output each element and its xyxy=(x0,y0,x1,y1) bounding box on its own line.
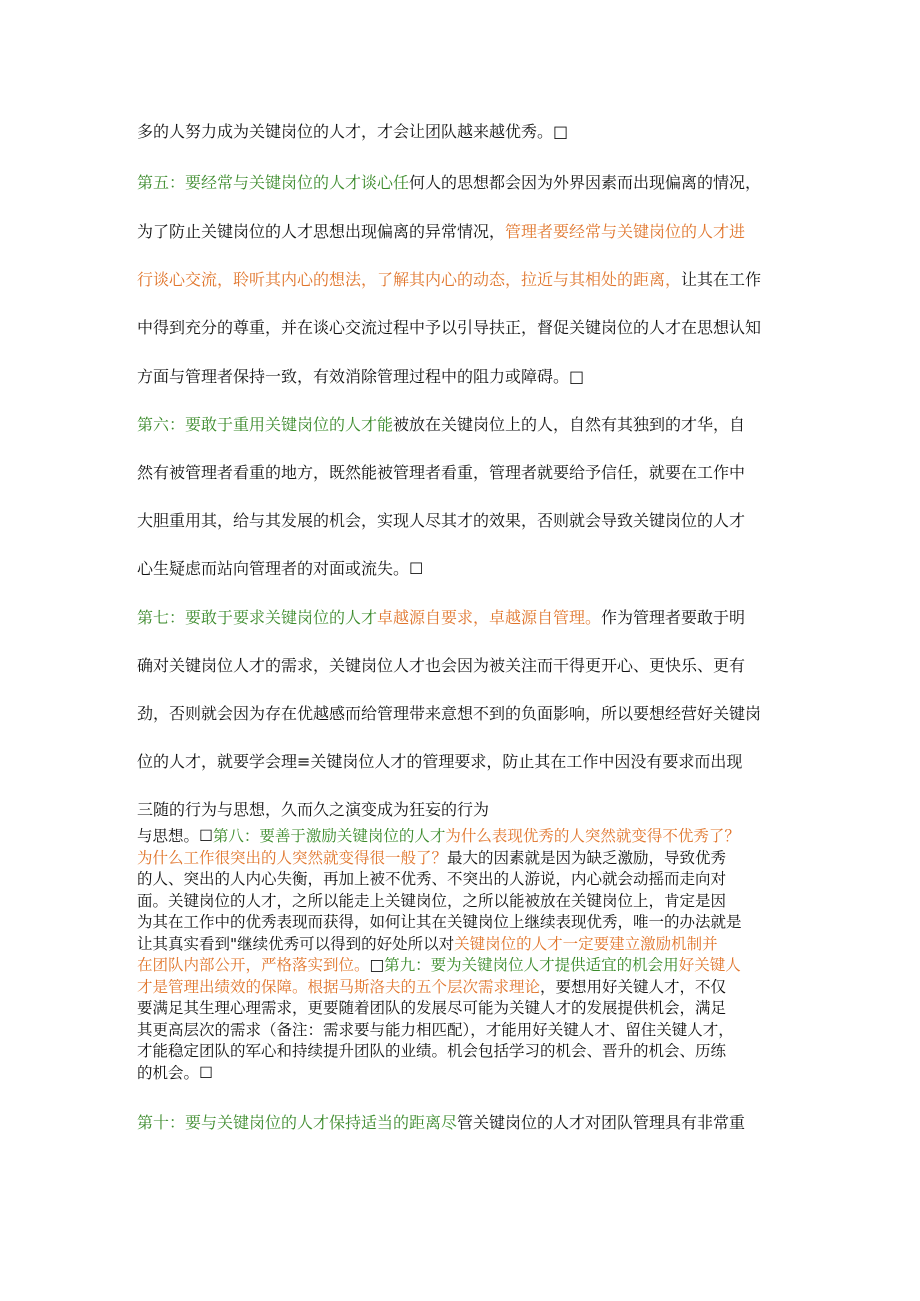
body-text: 方面与管理者保持一致，有效消除管理过程中的阻力或障碍。□ xyxy=(137,367,585,386)
section-heading-9: 第九：要为关键岗位人才提供适宜的机会用 xyxy=(384,956,679,974)
paragraph-line xyxy=(137,559,423,579)
body-text: 被放在关键岗位上的人，自然有其独到的才华，自 xyxy=(393,415,746,434)
paragraph-line xyxy=(137,934,797,956)
body-text: 管关键岗位的人才对团队管理具有非常重 xyxy=(457,1113,746,1132)
body-text: 三随的行为与思想，久而久之演变成为狂妄的行为 xyxy=(137,800,490,819)
paragraph-line xyxy=(137,367,584,387)
body-text: 才能稳定团队的军心和持续提升团队的业绩。机会包括学习的机会、晋升的机会、历练 xyxy=(137,1042,727,1060)
highlight-text: 才是管理出绩效的保障。根据马斯洛夫的五个层次需求理论 xyxy=(137,977,541,996)
body-text: 作为管理者要敢于明 xyxy=(601,608,746,627)
body-text: 让其真实看到"继续优秀可以得到的好处所以对 xyxy=(137,934,455,953)
body-text: □ xyxy=(369,956,385,974)
paragraph-line xyxy=(137,998,797,1020)
paragraph-line xyxy=(137,511,745,531)
paragraph-line xyxy=(137,463,745,483)
body-text: 的人、突出的人内心失衡，再加上被不优秀、不突出的人游说，内心就会动摇而走向对 xyxy=(137,870,727,888)
paragraph-line xyxy=(137,415,745,435)
highlight-text: 为什么表现优秀的人突然就变得不优秀了？ xyxy=(445,827,740,845)
body-text: 确对关键岗位人才的需求，关键岗位人才也会因为被关注而干得更开心、更快乐、更有 xyxy=(137,656,746,675)
body-text: 劲，否则就会因为存在优越感而给管理带来意想不到的负面影响，所以要想经营好关键岗 xyxy=(137,704,762,723)
paragraph-line xyxy=(137,222,745,242)
highlight-text: 在团队内部公开，严格落实到位。 xyxy=(137,956,370,974)
highlight-text: 管理者要经常与关键岗位的人才进 xyxy=(505,222,746,241)
paragraph-line xyxy=(137,173,761,193)
body-text: 与思想。☐ xyxy=(137,827,213,845)
body-text: 中得到充分的尊重，并在谈心交流过程中予以引导扶正，督促关键岗位的人才在思想认知 xyxy=(137,318,762,337)
body-text: 大胆重用其，给与其发展的机会，实现人尽其才的效果，否则就会导致关键岗位的人才 xyxy=(137,511,746,530)
section-heading-6: 第六：要敢于重用关键岗位的人才能 xyxy=(137,415,394,434)
body-text: 位的人才，就要学会理≡关键岗位人才的管理要求，防止其在工作中因没有要求而出现 xyxy=(137,752,743,771)
paragraph-line xyxy=(137,869,797,891)
section-heading-7: 第七：要敢于要求关键岗位的人才 xyxy=(137,608,378,627)
paragraph-line xyxy=(137,800,489,820)
paragraph-line xyxy=(137,270,761,290)
paragraph-line xyxy=(137,1041,797,1063)
body-text: 其更高层次的需求（备注：需求要与能力相匹配），才能用好关键人才、留住关键人才， xyxy=(137,1020,734,1039)
dense-paragraph xyxy=(137,826,797,1084)
paragraph-line xyxy=(137,826,797,848)
body-text: 为了防止关键岗位的人才思想出现偏离的异常情况， xyxy=(137,222,506,241)
section-heading-8: 第八：要善于激励关键岗位的人才 xyxy=(212,827,446,845)
paragraph-line xyxy=(137,1063,797,1085)
highlight-text: 好关键人 xyxy=(678,956,741,974)
section-heading-5: 第五：要经常与关键岗位的人才谈心任 xyxy=(137,173,410,192)
paragraph-line xyxy=(137,977,797,999)
highlight-text: 行谈心交流，聆听其内心的想法，了解其内心的动态，拉近与其相处的距离， xyxy=(137,270,682,289)
paragraph-line xyxy=(137,704,761,724)
highlight-text: 关键岗位的人才一定要建立激励机制并 xyxy=(454,934,718,953)
paragraph-line xyxy=(137,848,797,870)
highlight-text: 卓越源自要求，卓越源自管理。 xyxy=(377,608,602,627)
body-text: 让其在工作 xyxy=(681,270,762,289)
body-text: 心生疑虑而站向管理者的对面或流失。☐ xyxy=(137,559,424,578)
body-text: ，要想用好关键人才，不仅 xyxy=(540,977,727,996)
body-text: 最大的因素就是因为缺乏激励，导致优秀 xyxy=(447,848,727,867)
body-text: 为其在工作中的优秀表现而获得，如何让其在关键岗位上继续表现优秀，唯一的办法就是 xyxy=(137,913,742,931)
paragraph-line xyxy=(137,752,742,772)
body-text: 然有被管理者看重的地方，既然能被管理者看重，管理者就要给予信任，就要在工作中 xyxy=(137,463,746,482)
paragraph-line xyxy=(137,608,745,628)
body-text: 多的人努力成为关键岗位的人才，才会让团队越来越优秀。□ xyxy=(137,122,569,141)
body-text: 要满足其生理心理需求，更要随着团队的发展尽可能为关键人才的发展提供机会，满足 xyxy=(137,999,727,1017)
paragraph-line xyxy=(137,955,797,977)
paragraph-line xyxy=(137,122,568,142)
section-heading-10: 第十：要与关键岗位的人才保持适当的距离尽 xyxy=(137,1113,458,1132)
paragraph-line xyxy=(137,912,797,934)
paragraph-line xyxy=(137,656,745,676)
paragraph-line xyxy=(137,1020,797,1042)
highlight-text: 为什么工作很突出的人突然就变得很一般了？ xyxy=(137,848,448,867)
body-text: 何人的思想都会因为外界因素而出现偏离的情况， xyxy=(409,173,762,192)
paragraph-line xyxy=(137,1113,745,1133)
paragraph-line xyxy=(137,891,797,913)
body-text: 的机会。☐ xyxy=(137,1063,213,1082)
body-text: 面。关键岗位的人才，之所以能走上关键岗位，之所以能被放在关键岗位上，肯定是因 xyxy=(137,891,727,910)
paragraph-line xyxy=(137,318,761,338)
